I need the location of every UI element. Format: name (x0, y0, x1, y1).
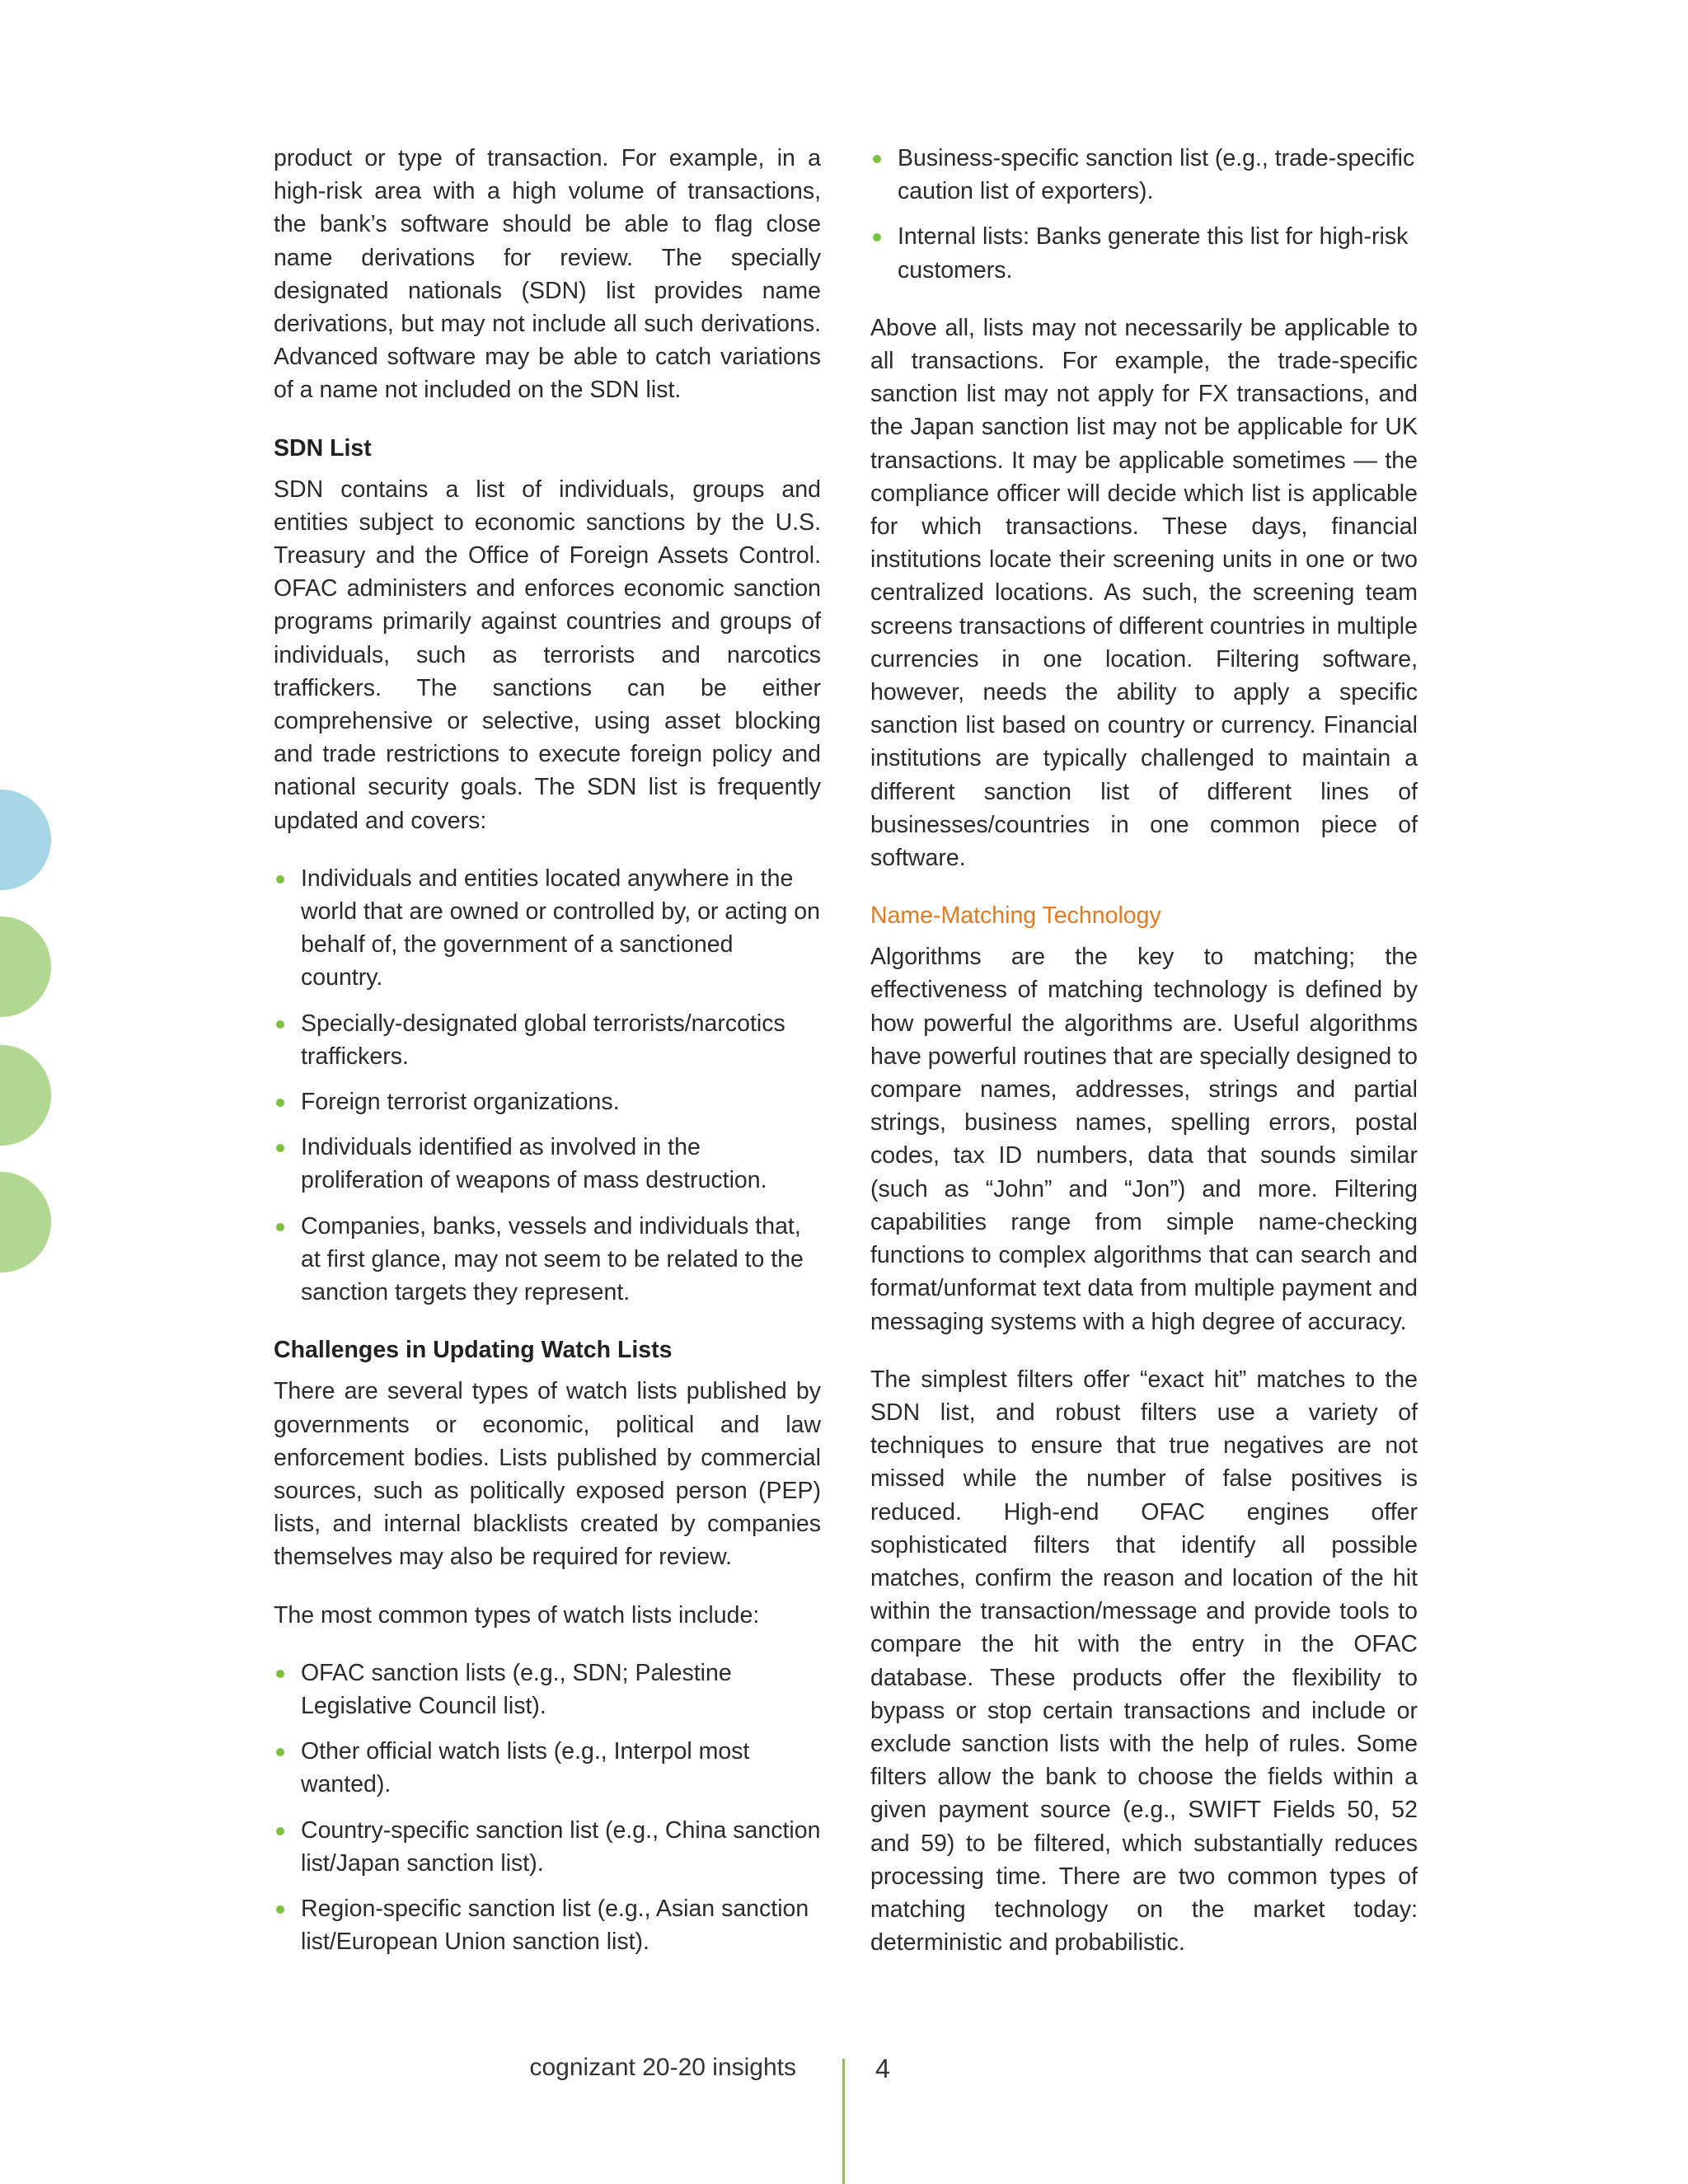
list-item: Specially-designated global terrorists/narcotics traffickers. (274, 1007, 821, 1073)
list-item: OFAC sanction lists (e.g., SDN; Palestine Legislative Council list). (274, 1657, 821, 1722)
right-column (870, 142, 1418, 1984)
page-number: 4 (875, 2054, 890, 2083)
list-item: Individuals and entities located anywhere in the world that are owned or controlled by, or acting on behalf of, the government of a sanctioned country. (274, 862, 821, 995)
sdn-coverage-list (274, 862, 821, 1309)
intro-paragraph: product or type of transaction. For example, in a high-risk area with a high volume of transactions, the bank’s software should be able to flag close name derivations for review. The specially designated nationals (SDN) list provides name derivations, but may not include all such derivations. Advanced software may be able to catch variations of a name not included on the SDN list. (274, 145, 821, 404)
list-item: Companies, banks, vessels and individuals that, at first glance, may not seem to be related to the sanction targets they represent. (274, 1210, 821, 1310)
list-item: Business-specific sanction list (e.g., trade-specific caution list of exporters). (870, 142, 1418, 208)
left-column (274, 142, 821, 1983)
decorative-circle-green-2 (0, 1045, 51, 1146)
sdn-paragraph: SDN contains a list of individuals, groups and entities subject to economic sanctions by the U.S. Treasury and the Office of Foreign Assets Control. OFAC administers and enforces economic sanction programs primarily against countries and groups of individuals, such as terrorists and narcotics traffickers. The sanctions can be either comprehensive or selective, using asset blocking and trade restrictions to execute foreign policy and national security goals. The SDN list is frequently updated and covers: (274, 476, 821, 834)
name-matching-heading: Name-Matching Technology (870, 902, 1161, 930)
list-item: Individuals identified as involved in the proliferation of weapons of mass destruction. (274, 1131, 821, 1197)
list-item: Country-specific sanction list (e.g., China sanction list/Japan sanction list). (274, 1814, 821, 1880)
decorative-circle-green-1 (0, 916, 51, 1017)
decorative-circle-blue (0, 790, 51, 890)
sdn-list-heading: SDN List (274, 434, 372, 462)
decorative-circle-green-3 (0, 1172, 51, 1272)
list-item: Other official watch lists (e.g., Interpol most wanted). (274, 1735, 821, 1801)
applicability-paragraph: Above all, lists may not necessarily be applicable to all transactions. For example, the trade-specific sanction list may not apply for FX transactions, and the Japan sanction list may not be applicable for UK transactions. It may be applicable sometimes — the compliance officer will decide which list is applicable for which transactions. These days, financial institutions locate their screening units in one or two centralized locations. As such, the screening team screens transactions of different countries in multiple currencies in one location. Filtering software, however, needs the ability to apply a specific sanction list based on country or currency. Financial institutions are typically challenged to maintain a different sanction list of different lines of businesses/countries in one common piece of software. (870, 314, 1418, 872)
watch-list-types-continued (870, 142, 1418, 287)
challenges-heading: Challenges in Updating Watch Lists (274, 1337, 673, 1364)
algorithms-paragraph: Algorithms are the key to matching; the effectiveness of matching technology is defined by how powerful the algorithms are. Useful algorithms have powerful routines that are specially designed to compare names, addresses, strings and partial strings, business names, spelling errors, postal codes, tax ID numbers, data that sounds similar (such as “John” and “Jon”) and more. Filtering capabilities range from simple name-checking functions to complex algorithms that can search and format/unformat text data from multiple payment and messaging systems with a high degree of accuracy. (870, 944, 1418, 1335)
list-item: Foreign terrorist organizations. (274, 1085, 821, 1118)
filters-paragraph: The simplest filters offer “exact hit” matches to the SDN list, and robust filters use a variety of techniques to ensure that true negatives are not missed while the number of false positives is reduced. High-end OFAC engines offer sophisticated filters that identify all possible matches, confirm the reason and location of the hit within the transaction/message and provide tools to compare the hit with the entry in the OFAC database. These products offer the flexibility to bypass or stop certain transactions and include or exclude sanction lists with the help of rules. Some filters allow the bank to choose the fields within a given payment source (e.g., SWIFT Fields 50, 52 and 59) to be filtered, which substantially reduces processing time. There are two common types of matching technology on the market today: deterministic and probabilistic. (870, 1366, 1418, 1957)
footer-publication-name: cognizant 20-20 insights (529, 2054, 796, 2081)
list-item: Region-specific sanction list (e.g., Asian sanction list/European Union sanction list). (274, 1892, 821, 1958)
common-types-intro: The most common types of watch lists include: (274, 1601, 760, 1629)
list-item: Internal lists: Banks generate this list for high-risk customers. (870, 220, 1418, 286)
footer-divider (842, 2059, 845, 2184)
watch-lists-paragraph: There are several types of watch lists published by governments or economic, political and law enforcement bodies. Lists published by commercial sources, such as politically exposed person (PEP) lists, and internal blacklists created by companies themselves may also be required for review. (274, 1378, 821, 1571)
watch-list-types-list (274, 1657, 821, 1959)
